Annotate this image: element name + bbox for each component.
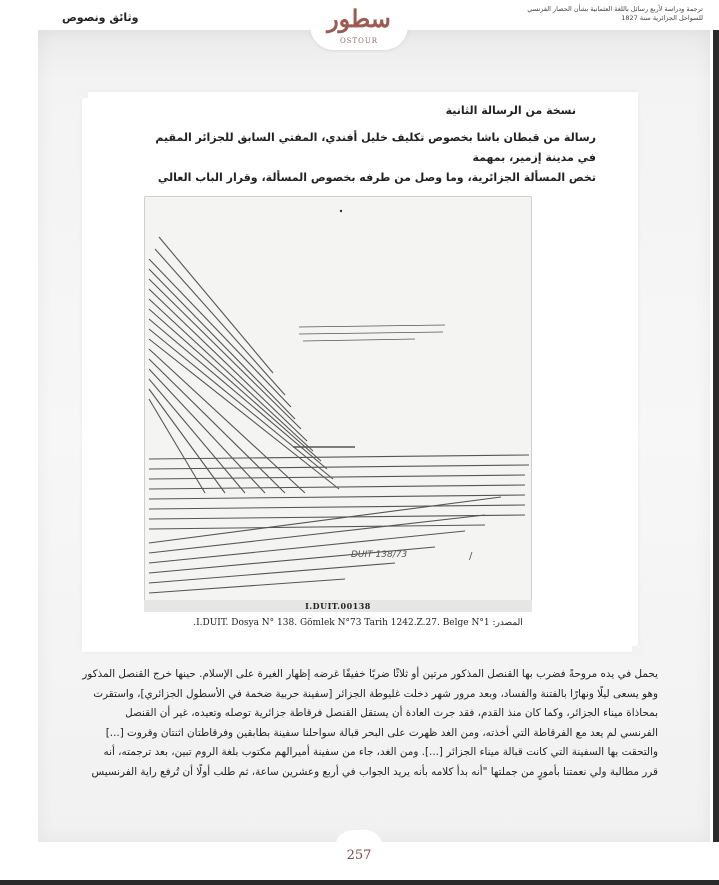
magazine-logo [296,0,422,54]
page-number: 257 [346,848,372,863]
right-edge-rule [713,30,719,842]
figure-description [146,128,596,188]
body-line: بمحاذاة ميناء الجزائر، وكما كان منذ القدم، فقد جرت العادة أن يستقل القنصل فرقاطة جزائرية توصله وتعيده، غير أن القنصل [125,707,658,720]
running-article-title [403,5,703,23]
archive-reference-label: I.DUIT.00138 [144,600,532,612]
footer-tab-shape [335,830,383,848]
figure-frame [82,92,638,652]
section-title: وثائق ونصوص [62,11,139,24]
logo-arabic-wordmark: سطور [327,4,391,33]
figure-description-line-2: تخص المسألة الجزائرية، وما وصل من طرفه بخصوص المسألة، وقرار الباب العالي [157,171,596,184]
logo-latin-wordmark: OSTOUR [339,37,379,45]
figure-description-line-1: رسالة من قبطان باشا بخصوص تكليف خليل أفندي، المفتي السابق للجزائر المقيم في مدينة إزمير، بمهمة [155,131,596,164]
figure-source [168,618,548,628]
source-label: المصدر: [492,618,523,628]
svg-text:/: / [469,551,473,562]
body-line: الفرنسي لم يعد مع الفرقاطة التي أخذته، ومن الغد ظهرت على البحر قبالة سواحلنا سفينة بطابقين وفرقاطتان اثنتان وقروت [...] [105,726,658,739]
body-paragraph [66,665,658,783]
article-title-line-2: للسواحل الجزائرية سنة 1827 [621,14,703,22]
figure-title: نسخة من الرسالة الثانية [445,104,576,117]
frame-corner-notch [632,646,642,656]
body-line: يحمل في يده مروحةً فضرب بها القنصل المذكور مرتين أو ثلاثًا ضربًا خفيفًا غرضه إظهار الغيرة على الإسلام. حينها خرج القنصل المذكور [82,668,658,680]
body-line: قرر مطالبة ولي نعمتنا بأمورٍ من جملتها "أنه بدأ كلامه بأنه يريد الجواب في أربع وعشرين ساعة، ثم طلب أولًا أن تُرفع راية الفرنسيس [91,765,658,778]
body-line: والتحقت بها السفينة التي كانت قبالة ميناء الجزائر [...]. ومن الغد، جاء من سفينة أميرالهم مكتوب بلغة الروم تبين، بعد ترجمته، أنه [103,746,658,759]
archive-annotation: DUIT 138/73 [351,550,408,560]
handwriting-illustration [145,197,532,602]
frame-corner-notch [78,88,88,98]
body-line: وهو يسعى ليلًا ونهارًا بالفتنة والفساد، وبعد مرور شهر دخلت غليوطة الجزائر [سفينة حربية ضخمة في الأسطول الجزائري]، واستقرت [93,687,658,700]
source-text: .I.DUIT. Dosya N° 138. Gömlek N°73 Tarih 1242.Z.27. Belge N°1 [193,618,490,628]
article-title-line-1: ترجمة ودراسة لأربع رسائل باللغة العثمانية بشأن الحصار الفرنسي [527,5,703,13]
bottom-edge-bar [0,880,719,885]
scanned-ottoman-letter-image [144,196,532,602]
